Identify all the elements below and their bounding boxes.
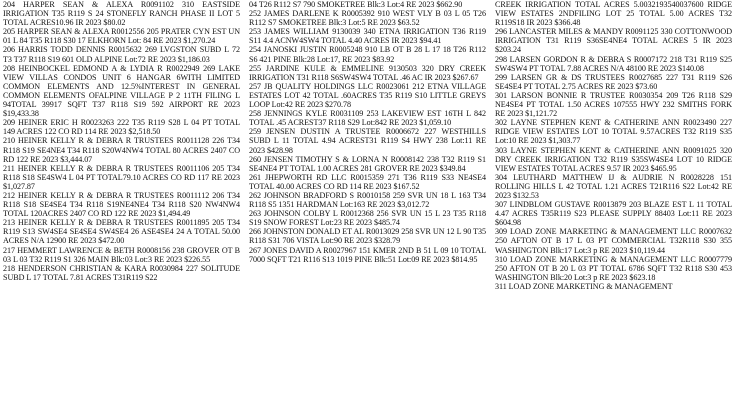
listing-entry: 258 JENNINGS KYLE R0031109 253 LAKEVIEW EST 16TH L 842 TOTAL .45 ACREST37 R118 S29 Lot:842 RE 2023 $1,059.10 — [249, 109, 486, 128]
listing-entry: 217 HEMMERT LAWRENCE & BETH R0008156 238 GROVER OT B 03 L 03 T32 R119 S1 326 MAIN Blk:03 Lot:3 RE 2023 $226.55 — [3, 245, 240, 264]
listing-entry: 260 JENSEN TIMOTHY S & LORNA N R0008142 238 T32 R119 S1 SE4NE4 PT TOTAL 1.00 ACRES 281 GROVER RE 2023 $349.84 — [249, 154, 486, 173]
listing-entry: 213 HEINER KELLY R & DEBRA R TRUSTEES R0011895 205 T34 R119 S13 SW4SE4 SE4SE4 SW4SE4 26 ASE4SE4 24 A TOTAL 50.00 ACRES N/A 12900 RE 2023 $472.00 — [3, 218, 240, 246]
listing-entry: 302 LAYNE STEPHEN KENT & CATHERINE ANN R0023490 227 RIDGE VIEW ESTATES LOT 10 TOTAL 9.57ACRES T32 R119 S35 Lot:10 RE 2023 $1,303.77 — [495, 118, 732, 146]
listing-entry: 267 JONES DAVID A R0027967 151 KMER 2ND B 51 L 09 10 TOTAL 7000 SQFT T21 R116 S13 1019 PINE Blk:51 Lot:09 RE 2023 $814.95 — [249, 245, 486, 264]
listing-entry: 255 JARDINE KULE & EMMELINE 9130503 320 DRY CREEK IRRIGATION T31 R118 S6SW4SW4 TOTAL .46 AC IR 2023 $267.67 — [249, 63, 486, 82]
listing-entry: 204 HARPER SEAN & ALEXA R0091102 310 EASTSIDE IRRIGATION T35 R119 S 24 STONEFLY RANCH PHASE II LOT 5 TOTAL ACRES10.96 IR 2023 $80.02 — [3, 0, 240, 28]
listing-entry: 304 LEUTHARD MATTHEW IJ & AUDRIE N R0028228 151 ROLLING HILLS L 42 TOTAL 1.21 ACRES T21R116 S22 Lot:42 RE 2023 $132.53 — [495, 172, 732, 200]
listing-entry: 210 HEINER KELLY R & DEBRA R TRUSTEES R0011128 226 T34 R118 S19 SE4NE4 T34 R118 S20W4NW4 TOTAL 80 ACRES 2407 CO RD 122 RE 2023 $3,444.07 — [3, 136, 240, 164]
listing-entry: 252 JAMES DARLENE K R0005392 910 WEST VLY B 03 L 05 T26 R112 S7 SMOKETREE Blk:3 Lot:5 RE 2023 $63.52 — [249, 9, 486, 28]
listing-entry: 205 HARPER SEAN & ALEXA R0012556 205 PRATER CYN EST UN 01 L 84 T35 R118 S30 17 ELKHORN Lot: 84 RE 2023 $1,270.24 — [3, 27, 240, 46]
listing-entry: 262 JOHNSON BRADFORD S R0010158 259 SVR UN 18 L 163 T34 R118 S5 1351 HARDMAN Lot:163 RE 2023 $3,012.72 — [249, 190, 486, 210]
listing-entry: 259 JENSEN DUSTIN A TRUSTEE R0006672 227 WESTHILLS SUBD L 11 TOTAL 4.94 ACREST31 R119 S4 HWY 238 Lot:11 RE 2023 $428.98 — [249, 127, 486, 155]
listing-entry: 266 JOHNSTON DONALD ET AL R0013029 258 SVR UN 12 L 90 T35 R118 S31 706 VISTA Lot:90 RE 2023 $328.79 — [249, 227, 486, 246]
listing-entry: 298 LARSEN GORDON R & DEBRA S R0007172 218 T31 R119 S25 SW4SW4 PT TOTAL 7.88 ACRES N/A 48100 RE 2023 $140.08 — [495, 54, 732, 73]
listing-entry: 253 JAMES WILLIAM 9130039 340 ETNA IRRIGATION T36 R119 S11 4.4 ACNW4SW4 TOTAL 4.40 ACRES IR 2023 $94.41 — [249, 27, 486, 46]
listing-entry: 263 JOHNSON COLBY L R0012368 256 SVR UN 15 L 23 T35 R118 S19 SNOW FOREST Lot:23 RE 2023 $485.74 — [249, 209, 486, 228]
listing-column-right — [495, 0, 732, 400]
listing-entry: 301 LARSON BONNIE R TRUSTEE R0030354 209 T26 R118 S29 NE4SE4 PT TOTAL 1.50 ACRES 107555 HWY 232 SMITHS FORK RE 2023 $1,121.72 — [495, 90, 732, 119]
listing-entry: 211 HEINER KELLY R & DEBRA R TRUSTEES R0011106 205 T34 R118 S18 SE4SW4 L 04 PT TOTAL79.10 ACRES CO RD 117 RE 2023 $1,027.87 — [3, 163, 240, 191]
listing-column-middle — [249, 0, 486, 400]
listing-column-left — [3, 0, 240, 400]
listing-entry: 257 JB QUALITY HOLDINGS LLC R0023061 212 ETNA VILLAGE ESTATES LOT 42 TOTAL .60ACRES T35 R119 S10 LITTLE GREYS LOOP Lot:42 RE 2023 $270.78 — [249, 81, 486, 110]
listing-entry: 209 HEINER ERIC H R0023263 222 T35 R119 S28 L 04 PT TOTAL 149 ACRES 122 CO RD 114 RE 2023 $2,518.50 — [3, 118, 240, 137]
listing-entry: 212 HEINER KELLY R & DEBRA R TRUSTEES R0011112 206 T34 R118 S18 SE4SE4 T34 R118 S19NE4NE4 T34 R118 S20 NW4NW4 TOTAL 120ACRES 2407 CO RD 122 RE 2023 $1,494.49 — [3, 190, 240, 219]
listing-entry: 307 LINDBLOM GUSTAVE R0013879 203 BLAZE EST L 11 TOTAL 4.47 ACRES T35R119 S23 PLEASE SUPPLY 88403 Lot:11 RE 2023 $604.98 — [495, 200, 732, 228]
listing-entry: 208 HEINBOCKEL EDMOND A & LYDIA R R0022949 269 LAKE VIEW VILLAS CONDOS UNIT 6 HANGAR 6WITH LIMITED COMMON ELEMENTS AND 12.5%INTEREST IN GENERAL COMMON ELEMENTS OFALPINE VILLAGE P 2 11TH FILING L 94TOTAL 39917 SQFT T37 R118 S19 592 AIRPORT RE 2023 $19,433.38 — [3, 63, 240, 119]
listing-entry: 303 LAYNE STEPHEN KENT & CATHERINE ANN R0091025 320 DRY CREEK IRRIGATION T32 R119 S35SW4SE4 LOT 10 RIDGE VIEW ESTATES TOTAL ACRES 9.57 IR 2023 $465.95 — [495, 145, 732, 173]
listing-entry: 206 HARRIS TODD DENNIS R0015632 269 LVGSTON SUBD L 72 T3 T37 R118 S19 601 OLD ALPINE Lot:72 RE 2023 $1,186.03 — [3, 45, 240, 64]
listing-entry: CREEK IRRIGATION TOTAL ACRES 5.0032193540037600 RIDGE VIEW ESTATES 2NDFILING LOT 25 TOTAL 5.00 ACRES T32 R119S18 IR 2023 $366.48 — [495, 0, 732, 28]
listing-entry: 310 LOAD ZONE MARKETING & MANAGEMENT LLC R0007779 250 AFTON OT B 20 L 03 PT TOTAL 6786 SQFT T32 R118 S30 453 WASHINGTON Blk:20 Lot:3 p RE 2023 $623.18 — [495, 254, 732, 282]
listing-entry: 296 LANCASTER MILES & MANDY R0091125 330 COTTONWOOD IRRIGATION T31 R119 S36SE4NE4 TOTAL ACRES 5 IR 2023 $203.24 — [495, 27, 732, 55]
listing-entry: 254 JANOSKI JUSTIN R0005248 910 LB OT B 28 L 17 18 T26 R112 S6 421 PINE Blk:28 Lot:17, RE 2023 $83.92 — [249, 45, 486, 64]
listing-entry: 261 JHEPWORTH RD LLC R0015359 271 T36 R119 S33 NE4SE4 TOTAL 40.00 ACRES CO RD 114 RE 2023 $167.52 — [249, 172, 486, 191]
listing-entry: 309 LOAD ZONE MARKETING & MANAGEMENT LLC R0007632 250 AFTON OT B 17 L 03 PT COMMERCIAL T32R118 S30 355 WASHINGTON Blk:17 Lot:3 p RE 2023 $10,119.44 — [495, 227, 732, 255]
listing-entry: 299 LARSEN GR & DS TRUSTEES R0027685 227 T31 R119 S26 SE4SE4 PT TOTAL 2.75 ACRES RE 2023 $73.60 — [495, 72, 732, 91]
listing-entry: 218 HENDERSON CHRISTIAN & KARA R0030984 227 SOLITUDE SUBD L 17 TOTAL 7.81 ACRES T31R119 S22 — [3, 263, 240, 282]
listing-entry: 311 LOAD ZONE MARKETING & MANAGEMENT — [495, 281, 673, 291]
listing-entry: 04 T26 R112 S7 790 SMOKETREE Blk:3 Lot:4 RE 2023 $662.90 — [249, 0, 463, 9]
